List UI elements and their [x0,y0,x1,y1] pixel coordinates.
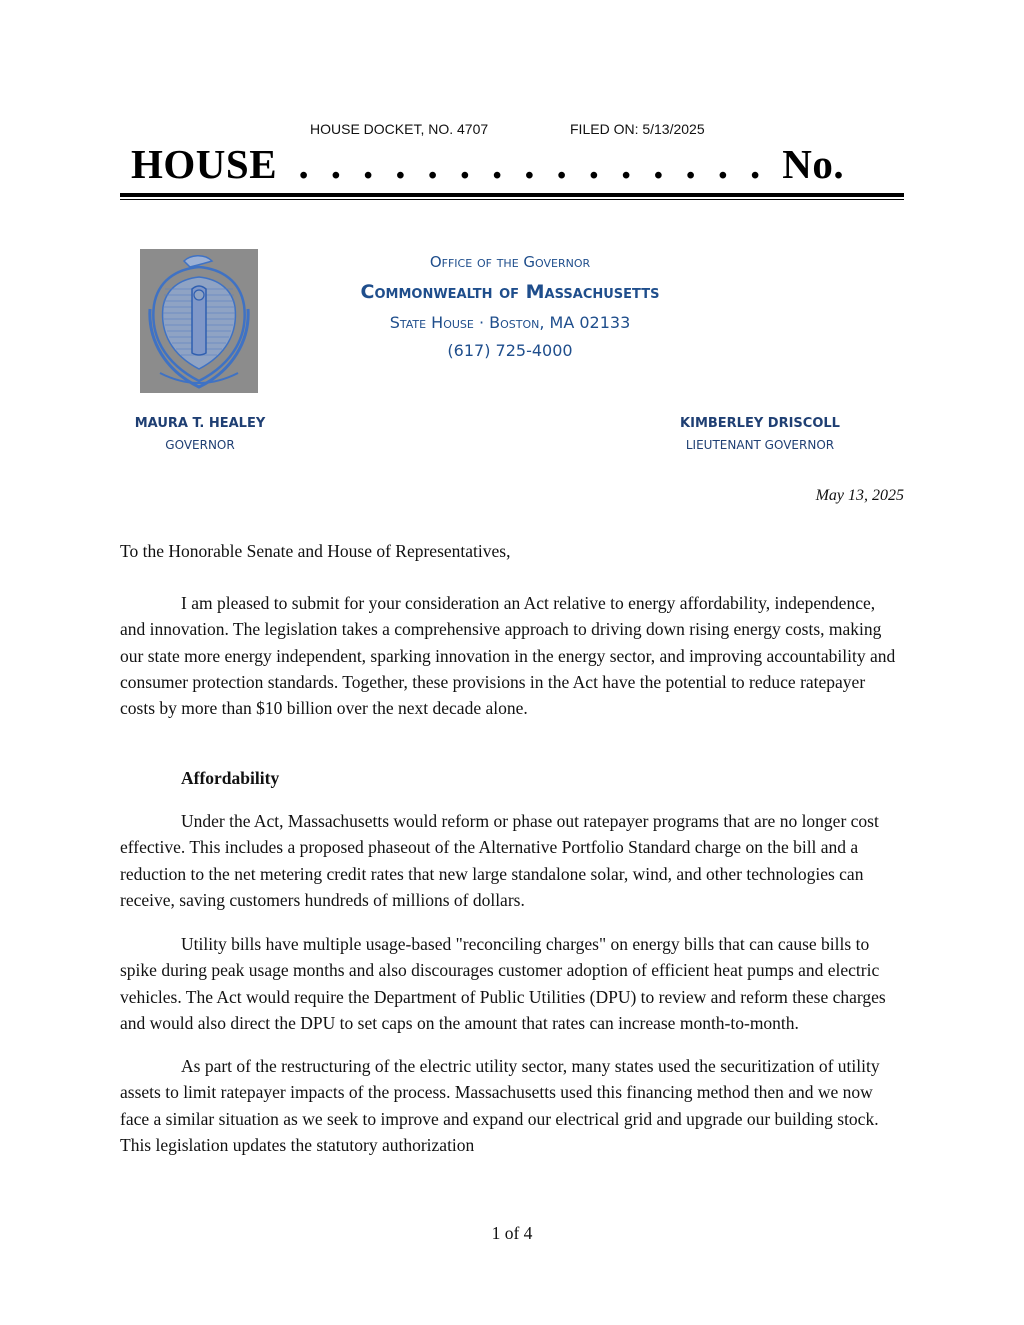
commonwealth-name: Commonwealth of Massachusetts [360,281,660,303]
paragraph [120,931,904,1036]
governor-name: MAURA T. HEALEY [134,416,266,431]
office-address: State House · Boston, MA 02133 [389,313,631,332]
office-of-the-governor: Office of the Governor [429,253,591,271]
salutation-text: To the Honorable Senate and House of Representatives, [120,541,511,561]
paragraph [120,1053,904,1158]
paragraph-text: Under the Act, Massachusetts would reform or phase out ratepayer programs that are no longer cost effective. This includes a proposed phaseout of the Alternative Portfolio Standard charge on the bill and a reduction to the net metering credit rates that new large standalone solar, wind, and other technologies can receive, saving customers hundreds of millions of dollars. [120,811,879,910]
office-phone: (617) 725-4000 [447,341,573,360]
lieutenant-governor-name: KIMBERLEY DRISCOLL [680,416,840,431]
section-heading [120,765,904,791]
paragraph-text: As part of the restructuring of the electric utility sector, many states used the securitization of utility assets to limit ratepayer impacts of the process. Massachusetts used this financing method then and we now face a similar situation as we seek to improve and expand our electrical grid and upgrade our building stock. This legislation updates the statutory authorization [120,1056,880,1155]
section-heading-text: Affordability [181,768,280,788]
header-rule-thin [120,199,904,200]
house-docket-number: HOUSE DOCKET, NO. 4707 [310,121,489,137]
governor-block [125,416,275,452]
house-title: HOUSE . . . . . . . . . . . . . . . No. [131,141,845,187]
paragraph [120,808,904,913]
filed-date: FILED ON: 5/13/2025 [570,121,705,137]
page-number: 1 of 4 [491,1223,533,1243]
letter-date: May 13, 2025 [815,487,904,504]
governor-title: GOVERNOR [165,438,235,452]
paragraph [120,590,904,721]
header-rule-thick [120,193,904,197]
lieutenant-governor-title: LIEUTENANT GOVERNOR [685,438,835,452]
paragraph-text: Utility bills have multiple usage-based "reconciling charges" on energy bills that can cause bills to spike during peak usage months and also discourages customer adoption of efficient heat pumps and electric vehicles. The Act would require the Department of Public Utilities (DPU) to review and reform these charges and would also direct the DPU to set caps on the amount that rates can increase month-to-month. [120,934,886,1033]
paragraph-text: I am pleased to submit for your consideration an Act relative to energy affordability, independence, and innovation. The legislation takes a comprehensive approach to driving down rising energy costs, making our state more energy independent, sparking innovation in the energy sector, and improving accountability and consumer protection standards. Together, these provisions in the Act have the potential to reduce ratepayer costs by more than $10 billion over the next decade alone. [120,593,896,719]
massachusetts-seal-icon [140,249,258,393]
lieutenant-governor-block [670,416,850,452]
salutation [120,538,904,564]
